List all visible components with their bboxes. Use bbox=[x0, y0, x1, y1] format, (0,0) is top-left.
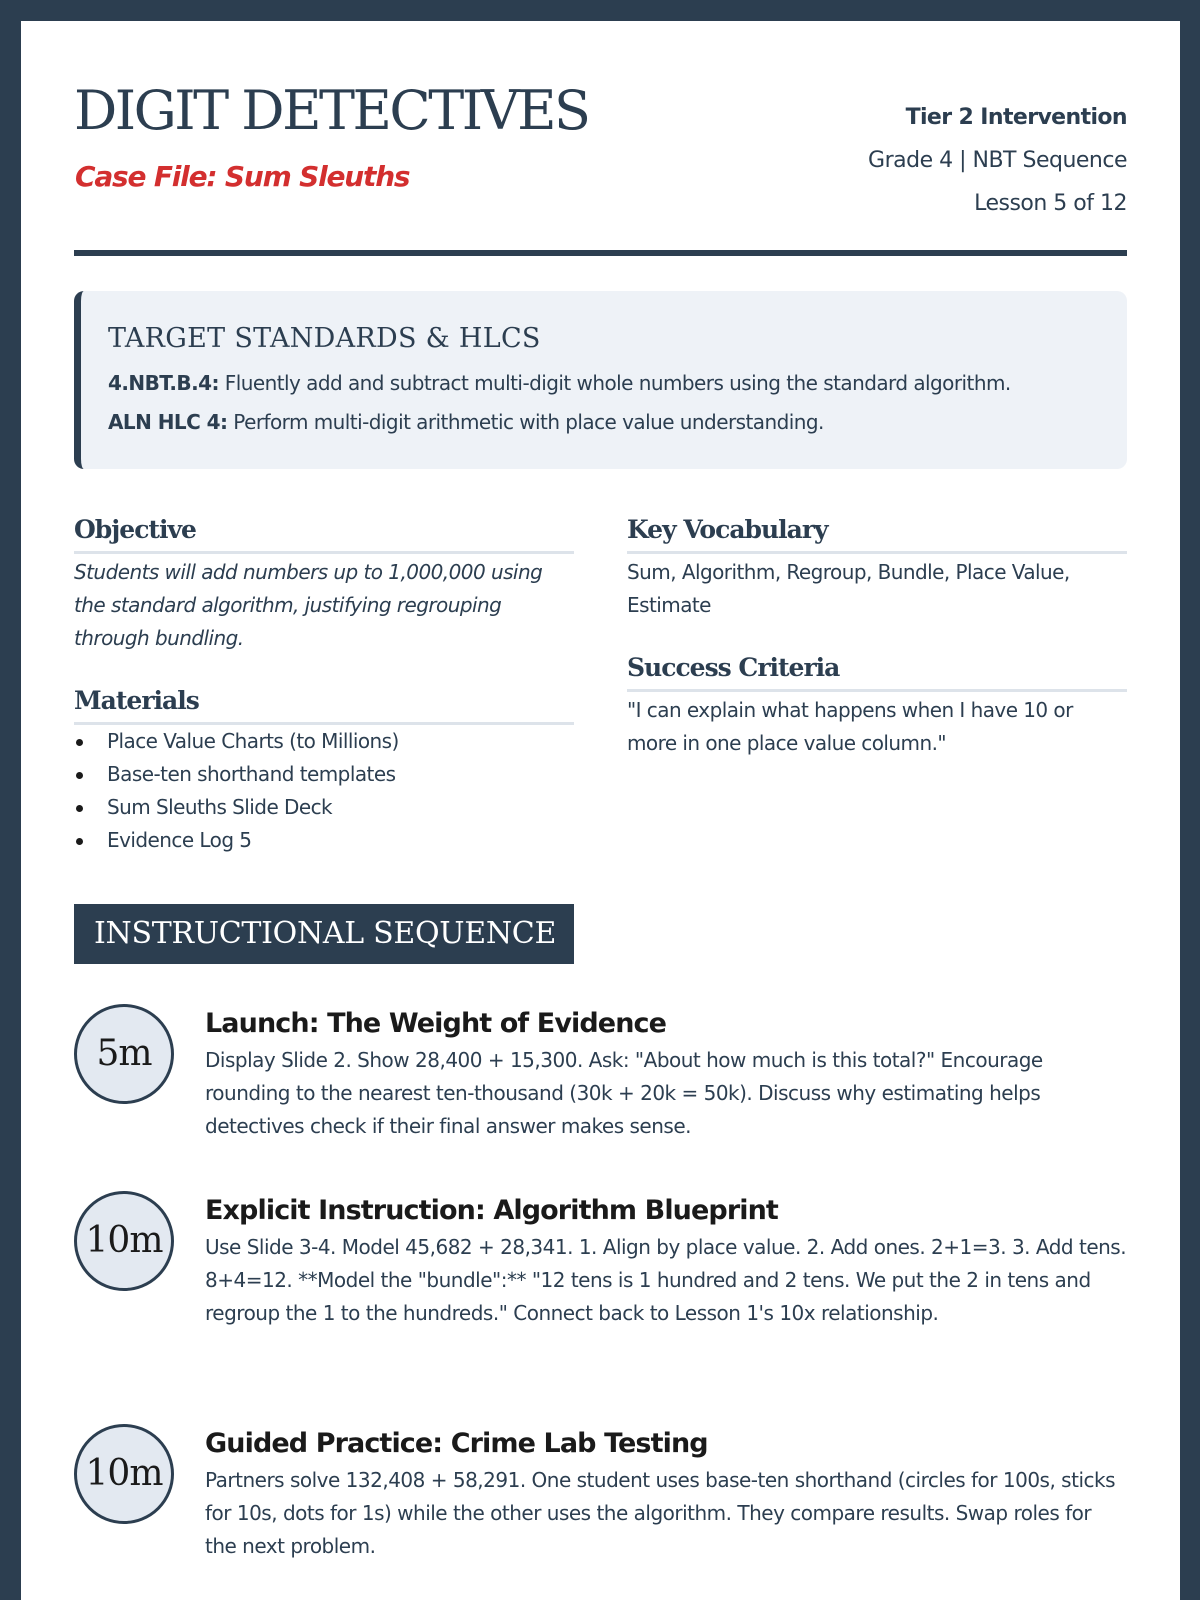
materials-list-item: Evidence Log 5 bbox=[74, 824, 574, 857]
lesson-plan-page bbox=[21, 21, 1180, 1600]
time-badge: 10m bbox=[74, 1424, 174, 1524]
step-description: Display Slide 2. Show 28,400 + 15,300. Ask: "About how much is this total?" Encourage rounding to the nearest ten-thousand (30k + 20k = 50k). Discuss why estimating helps detectives check if their final answer makes sense. bbox=[205, 1048, 1043, 1138]
vocabulary-text: Sum, Algorithm, Regroup, Bundle, Place Value, Estimate bbox=[627, 560, 1070, 617]
page-header bbox=[74, 76, 1127, 256]
standard-text: Fluently add and subtract multi-digit whole numbers using the standard algorithm. bbox=[218, 371, 1011, 395]
step-content bbox=[205, 1193, 1127, 1330]
step-title: Guided Practice: Crime Lab Testing bbox=[205, 1428, 708, 1459]
right-column bbox=[627, 513, 1127, 760]
materials-list-item: Place Value Charts (to Millions) bbox=[74, 725, 574, 758]
step-description: Use Slide 3-4. Model 45,682 + 28,341. 1. Align by place value. 2. Add ones. 2+1=3. 3. Add tens. 8+4=12. **Model the "bundle":** "12 tens is 1 hundred and 2 tens. We put the 2 in tens and regroup the 1 to the hundreds." Connect back to Lesson 1's 10x relationship. bbox=[205, 1235, 1127, 1325]
time-badge: 5m bbox=[74, 1004, 174, 1104]
materials-list-item: Base-ten shorthand templates bbox=[74, 758, 574, 791]
case-file-subtitle: Case File: Sum Sleuths bbox=[75, 160, 410, 193]
standard-code: 4.NBT.B.4: bbox=[108, 371, 219, 395]
step-content bbox=[205, 1426, 1127, 1563]
materials-heading: Materials bbox=[74, 684, 574, 725]
success-criteria-heading: Success Criteria bbox=[627, 651, 1127, 692]
page-title: DIGIT DETECTIVES bbox=[74, 79, 589, 142]
time-badge: 10m bbox=[74, 1191, 174, 1291]
objective-text: Students will add numbers up to 1,000,000 using the standard algorithm, justifying regrouping through bundling. bbox=[74, 560, 543, 650]
step-content bbox=[205, 1006, 1127, 1143]
standard-item bbox=[108, 364, 1127, 403]
objective-heading: Objective bbox=[74, 513, 574, 554]
step-title: Explicit Instruction: Algorithm Blueprint bbox=[205, 1195, 778, 1226]
success-criteria-text: "I can explain what happens when I have 10 or more in one place value column." bbox=[627, 698, 1073, 755]
materials-list-item: Sum Sleuths Slide Deck bbox=[74, 791, 574, 824]
materials-list bbox=[74, 725, 574, 857]
lesson-number: Lesson 5 of 12 bbox=[974, 191, 1127, 216]
lesson-meta bbox=[868, 96, 1127, 225]
grade-label: Grade 4 | NBT Sequence bbox=[868, 148, 1127, 173]
standard-item bbox=[108, 403, 1127, 442]
vocabulary-heading: Key Vocabulary bbox=[627, 513, 1127, 554]
header-divider bbox=[74, 250, 1127, 256]
standards-box bbox=[74, 291, 1127, 469]
standard-code: ALN HLC 4: bbox=[108, 410, 228, 434]
step-title: Launch: The Weight of Evidence bbox=[205, 1008, 667, 1039]
standard-text: Perform multi-digit arithmetic with place value understanding. bbox=[227, 410, 824, 434]
left-column bbox=[74, 513, 574, 857]
instructional-sequence-heading: INSTRUCTIONAL SEQUENCE bbox=[74, 904, 574, 964]
standards-heading: TARGET STANDARDS & HLCS bbox=[108, 323, 541, 354]
step-description: Partners solve 132,408 + 58,291. One student uses base-ten shorthand (circles for 100s, sticks for 10s, dots for 1s) while the other uses the algorithm. They compare results. Swap roles for the next problem. bbox=[205, 1468, 1116, 1558]
tier-label: Tier 2 Intervention bbox=[905, 105, 1127, 130]
